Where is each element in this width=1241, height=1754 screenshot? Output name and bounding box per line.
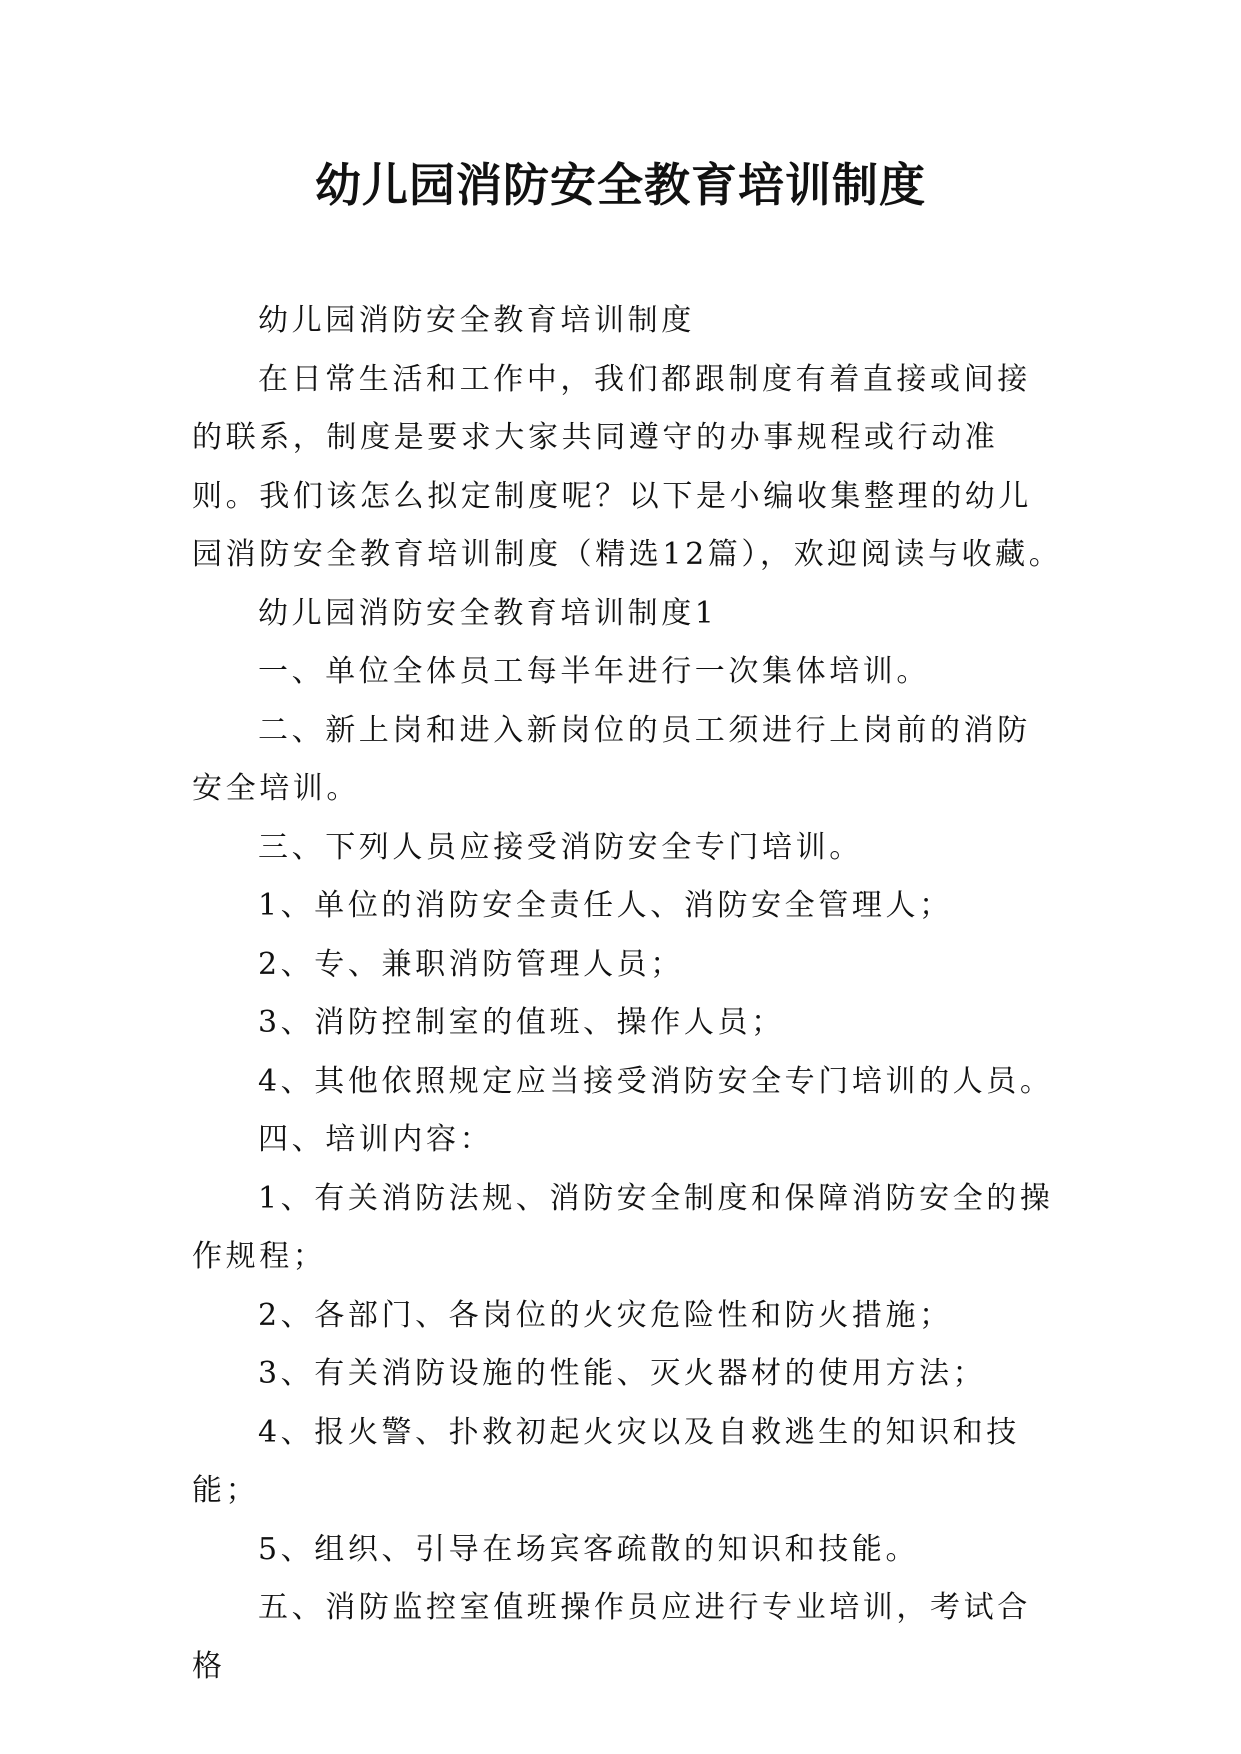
paragraph: 5、组织、引导在场宾客疏散的知识和技能。 (258, 1531, 920, 1567)
paragraph: 二、新上岗和进入新岗位的员工须进行上岗前的消防安全培训。 (192, 712, 1031, 806)
paragraph: 2、各部门、各岗位的火灾危险性和防火措施； (258, 1297, 953, 1333)
paragraph: 三、下列人员应接受消防安全专门培训。 (258, 829, 863, 865)
paragraph: 1、有关消防法规、消防安全制度和保障消防安全的操作规程； (192, 1180, 1054, 1274)
document-title: 幼儿园消防安全教育培训制度 (315, 158, 926, 212)
paragraph: 幼儿园消防安全教育培训制度 (258, 303, 695, 338)
paragraph: 在日常生活和工作中，我们都跟制度有着直接或间接的联系，制度是要求大家共同遵守的办事规程或行动准则。我们该怎么拟定制度呢？以下是小编收集整理的幼儿园消防安全教育培训制度（精选12篇），欢迎阅读与收藏。 (192, 361, 1063, 572)
paragraph: 2、专、兼职消防管理人员； (258, 946, 684, 982)
paragraph: 幼儿园消防安全教育培训制度1 (258, 595, 718, 631)
paragraph: 1、单位的消防安全责任人、消防安全管理人； (258, 888, 953, 923)
paragraph: 4、报火警、扑救初起火灾以及自救逃生的知识和技能； (192, 1414, 1020, 1508)
paragraph: 一、单位全体员工每半年进行一次集体培训。 (258, 654, 930, 689)
paragraph: 四、培训内容： (258, 1122, 494, 1157)
document-body (192, 292, 1064, 1696)
paragraph: 3、消防控制室的值班、操作人员； (258, 1005, 785, 1040)
paragraph: 五、消防监控室值班操作员应进行专业培训，考试合格 (192, 1590, 1031, 1684)
paragraph: 3、有关消防设施的性能、灭火器材的使用方法； (258, 1356, 987, 1391)
paragraph: 4、其他依照规定应当接受消防安全专门培训的人员。 (258, 1063, 1054, 1099)
